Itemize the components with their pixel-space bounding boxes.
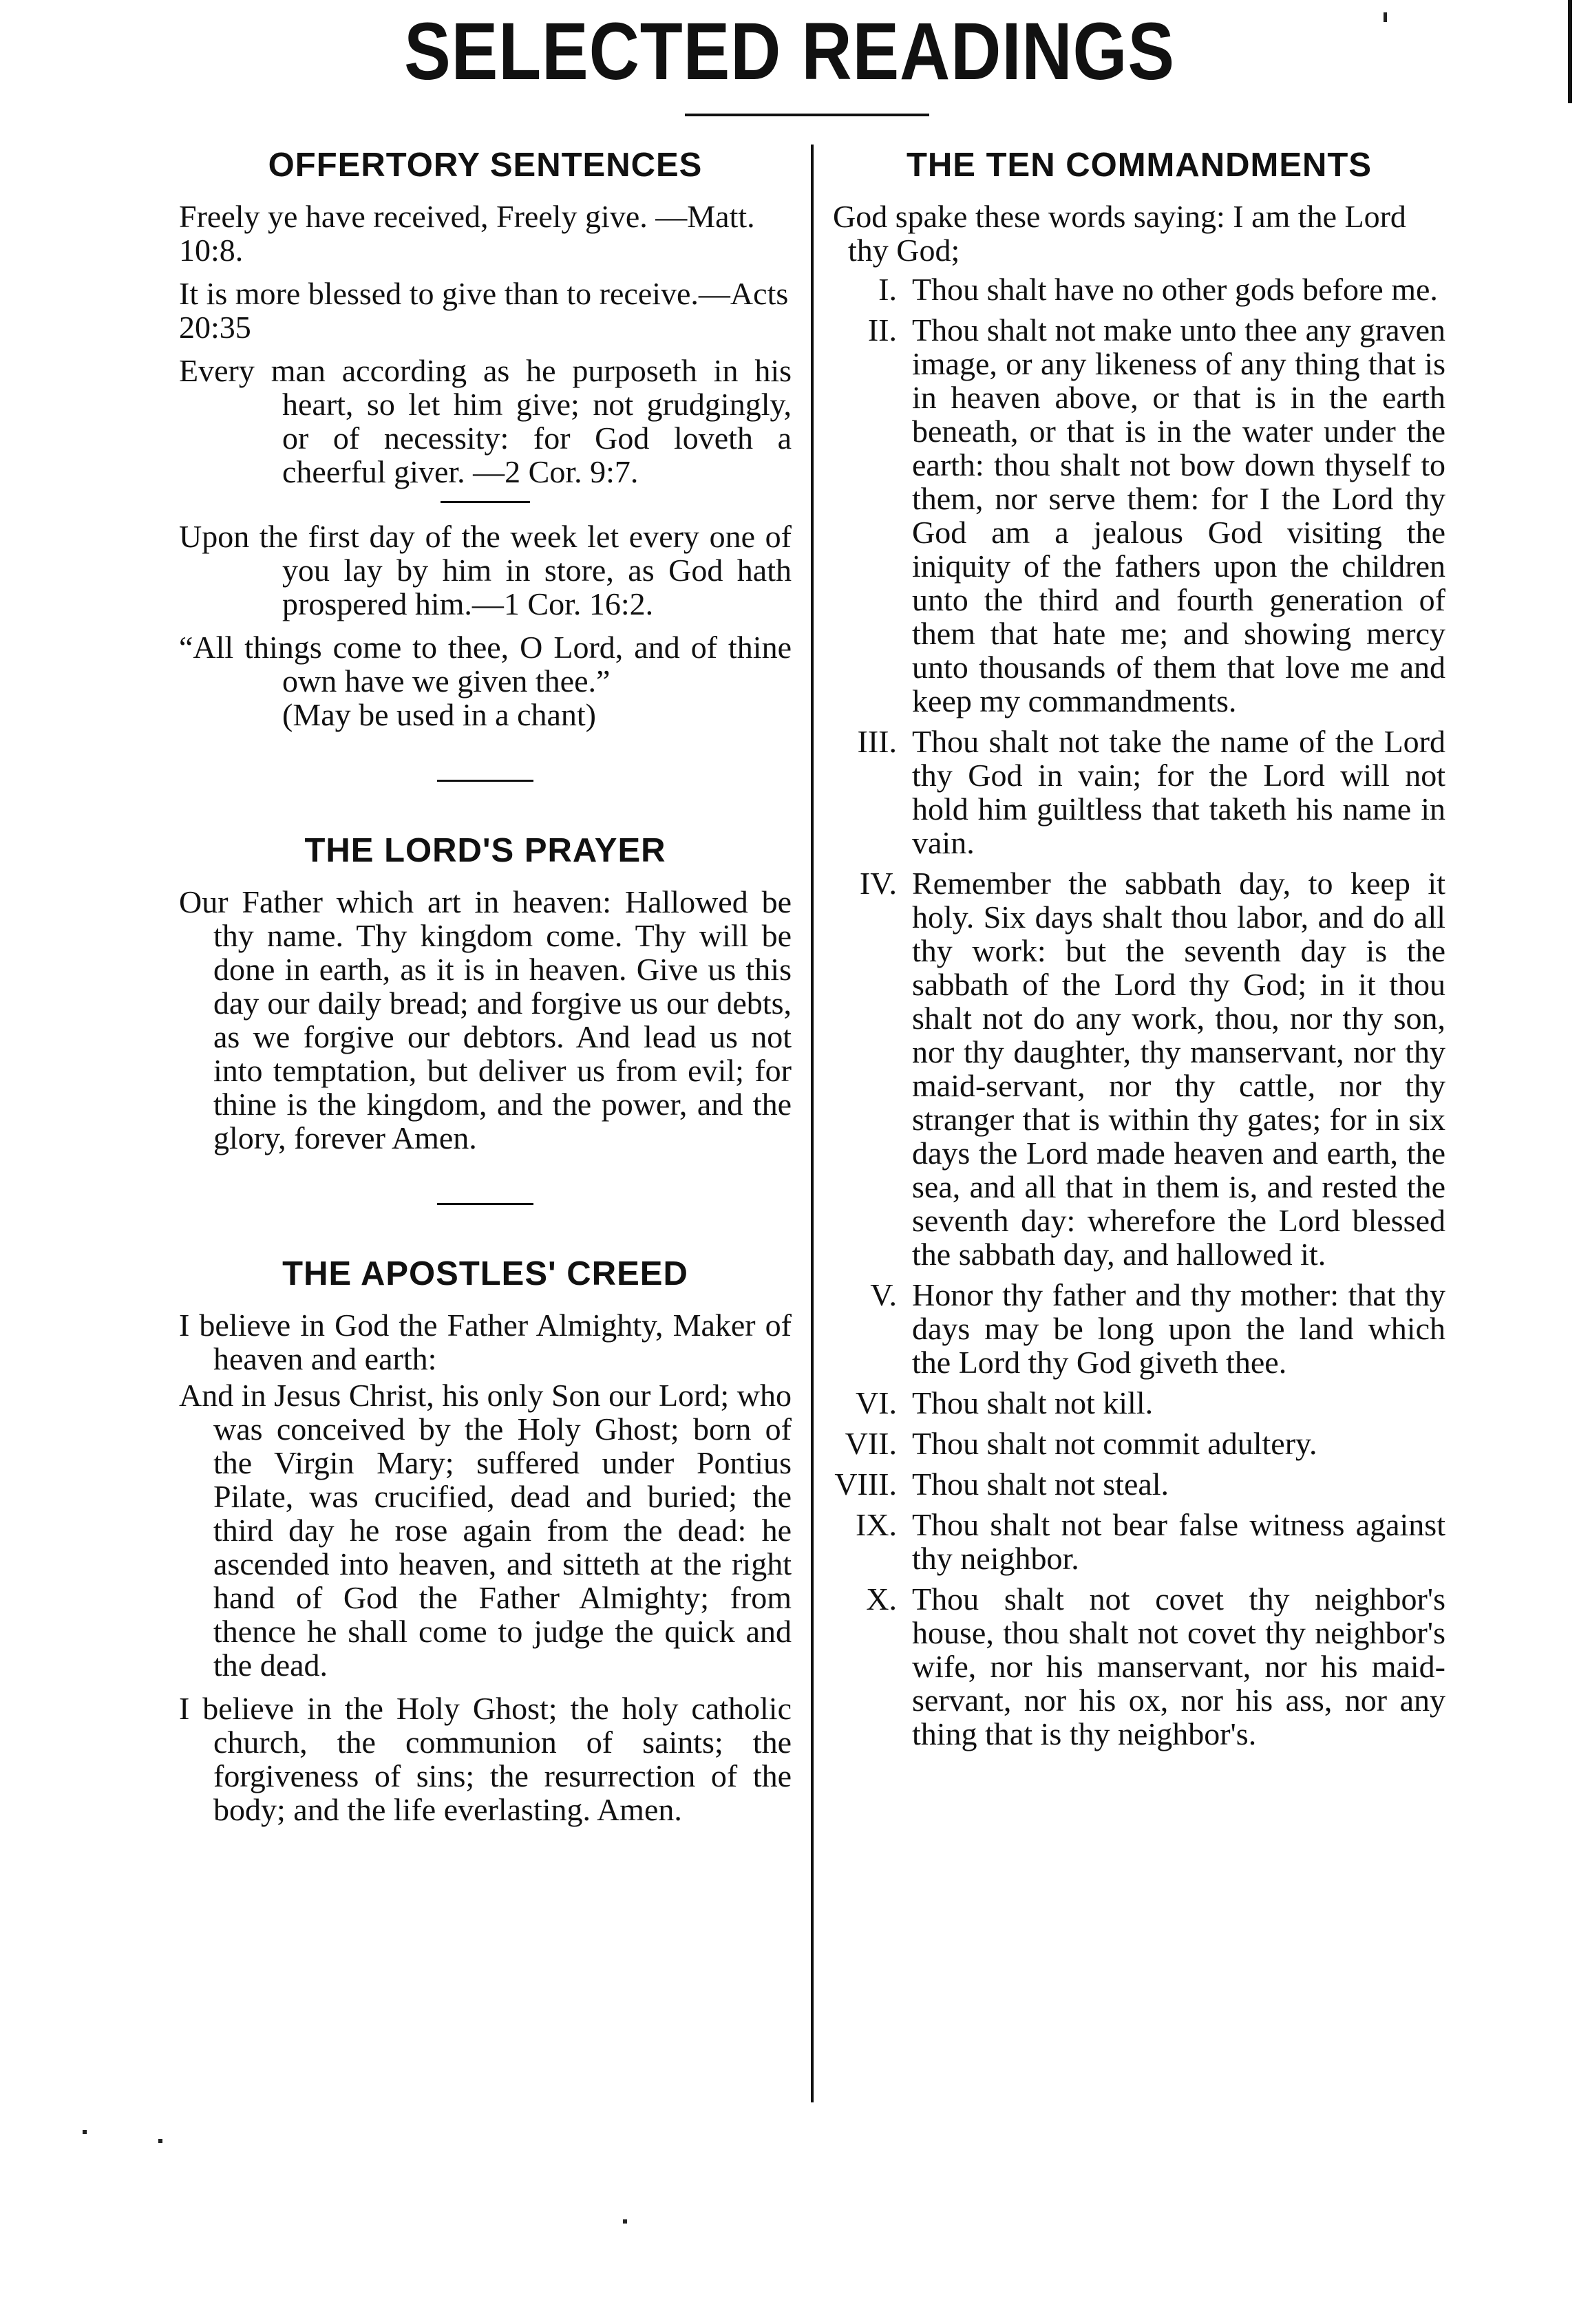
commandment-item	[833, 1386, 1445, 1420]
section-heading: THE APOSTLES' CREED	[282, 1255, 688, 1292]
offertory-sentence: “All things come to thee, O Lord, and of thine own have we given thee.”	[179, 630, 792, 699]
commandment-item	[833, 273, 1445, 306]
commandment-item	[833, 313, 1445, 718]
separator-rule	[441, 501, 530, 503]
commandment-item	[833, 1508, 1445, 1575]
creed-paragraph: I believe in God the Father Almighty, Maker of heaven and earth:	[179, 1308, 792, 1376]
commandment-number: III.	[857, 724, 897, 759]
commandment-item	[833, 725, 1445, 860]
section-heading: OFFERTORY SENTENCES	[268, 147, 703, 184]
ink-speck	[623, 2219, 627, 2224]
commandment-text: Thou shalt not covet thy neighbor's house, thou shalt not covet thy neighbor's wife, nor his manservant, nor his maid-servant, nor his ox, nor his ass, nor any thing that is thy neighbor's.	[912, 1581, 1445, 1751]
commandment-text: Thou shalt have no other gods before me.	[912, 272, 1438, 307]
commandment-text: Thou shalt not make unto thee any graven image, or any likeness of any thing that is in heaven above, or that is in the earth beneath, or that is in the water under the earth: thou shalt not bow down thyself to them, nor serve them: for I the Lord thy God am a jealous God visiting the iniquity of the fathers upon the children unto the third and fourth generation of them that hate me; and showing mercy unto thousands of them that love me and keep my commandments.	[912, 312, 1445, 718]
commandment-text: Thou shalt not commit adultery.	[912, 1426, 1317, 1461]
offertory-sentence: Upon the first day of the week let every one of you lay by him in store, as God hath prospered him.—1 Cor. 16:2.	[179, 519, 792, 621]
apostles-creed-section	[179, 1253, 792, 1826]
commandment-number: VI.	[855, 1385, 897, 1420]
commandment-text: Thou shalt not bear false witness against thy neighbor.	[912, 1507, 1445, 1576]
commandments-intro: God spake these words saying: I am the Lord thy God;	[833, 199, 1406, 268]
creed-paragraph: And in Jesus Christ, his only Son our Lord; who was conceived by the Holy Ghost; born of the Virgin Mary; suffered under Pontius Pilate, was crucified, dead and buried; the third day he rose again from the dead: he ascended into heaven, and sitteth at the right hand of God the Father Almighty; from thence he shall come to judge the quick and the dead.	[179, 1378, 792, 1683]
offertory-section	[179, 145, 792, 732]
title-rule	[685, 114, 929, 116]
section-separator	[437, 780, 533, 782]
prayer-text: Our Father which art in heaven: Hallowed be thy name. Thy kingdom come. Thy will be done in earth, as it is in heaven. Give us this day our daily bread; and forgive us our debts, as we forgive our debtors. And lead us not into temptation, but deliver us from evil; for thine is the kingdom, and the power, and the glory, forever Amen.	[179, 884, 792, 1155]
margin-bar	[1568, 0, 1572, 103]
commandment-text: Remember the sabbath day, to keep it holy. Six days shalt thou labor, and do all thy work: but the seventh day is the sabbath of the Lord thy God; in it thou shalt not do any work, thou, nor thy son, nor thy daughter, thy manservant, nor thy maid-servant, nor thy cattle, nor thy stranger that is within thy gates; for in six days the Lord made heaven and earth, the sea, and all that in them is, and rested the seventh day: wherefore the Lord blessed the sabbath day, and hallowed it.	[912, 866, 1445, 1272]
left-column	[179, 145, 792, 1836]
commandment-number: VII.	[845, 1426, 897, 1461]
offertory-sentence: Freely ye have received, Freely give. —Matt. 10:8.	[179, 199, 755, 268]
commandment-number: VIII.	[834, 1467, 897, 1502]
offertory-sentence: It is more blessed to give than to receive.—Acts 20:35	[179, 276, 789, 345]
commandment-text: Thou shalt not kill.	[912, 1385, 1154, 1420]
lords-prayer-section	[179, 830, 792, 1155]
ink-speck	[83, 2130, 87, 2134]
page-title: SELECTED READINGS	[404, 6, 1175, 97]
commandment-item	[833, 1278, 1445, 1379]
commandment-text: Thou shalt not take the name of the Lord thy God in vain; for the Lord will not hold him guiltless that taketh his name in vain.	[912, 724, 1445, 860]
right-column	[833, 145, 1445, 1758]
commandment-item	[833, 1467, 1445, 1501]
commandment-number: X.	[866, 1581, 897, 1617]
chant-note: (May be used in a chant)	[282, 697, 597, 732]
column-divider	[811, 145, 814, 2102]
commandment-number: V.	[870, 1277, 897, 1312]
commandment-number: II.	[867, 312, 897, 348]
section-separator	[437, 1203, 533, 1205]
ink-speck	[158, 2139, 162, 2143]
ink-speck	[1384, 12, 1387, 22]
commandment-text: Honor thy father and thy mother: that thy days may be long upon the land which the Lord thy God giveth thee.	[912, 1277, 1445, 1380]
section-heading: THE LORD'S PRAYER	[304, 832, 666, 869]
offertory-sentence: Every man according as he purposeth in his heart, so let him give; not grudgingly, or of necessity: for God loveth a cheerful giver. —2 Cor. 9:7.	[179, 353, 792, 489]
ten-commandments-section	[833, 145, 1445, 1751]
commandment-item	[833, 866, 1445, 1271]
commandment-item	[833, 1427, 1445, 1460]
section-heading: THE TEN COMMANDMENTS	[906, 147, 1373, 184]
commandment-number: I.	[878, 272, 897, 307]
commandment-number: IX.	[855, 1507, 897, 1542]
commandment-number: IV.	[859, 866, 897, 901]
commandment-text: Thou shalt not steal.	[912, 1467, 1169, 1502]
creed-paragraph: I believe in the Holy Ghost; the holy catholic church, the communion of saints; the forgiveness of sins; the resurrection of the body; and the life everlasting. Amen.	[179, 1691, 792, 1827]
commandment-item	[833, 1582, 1445, 1751]
